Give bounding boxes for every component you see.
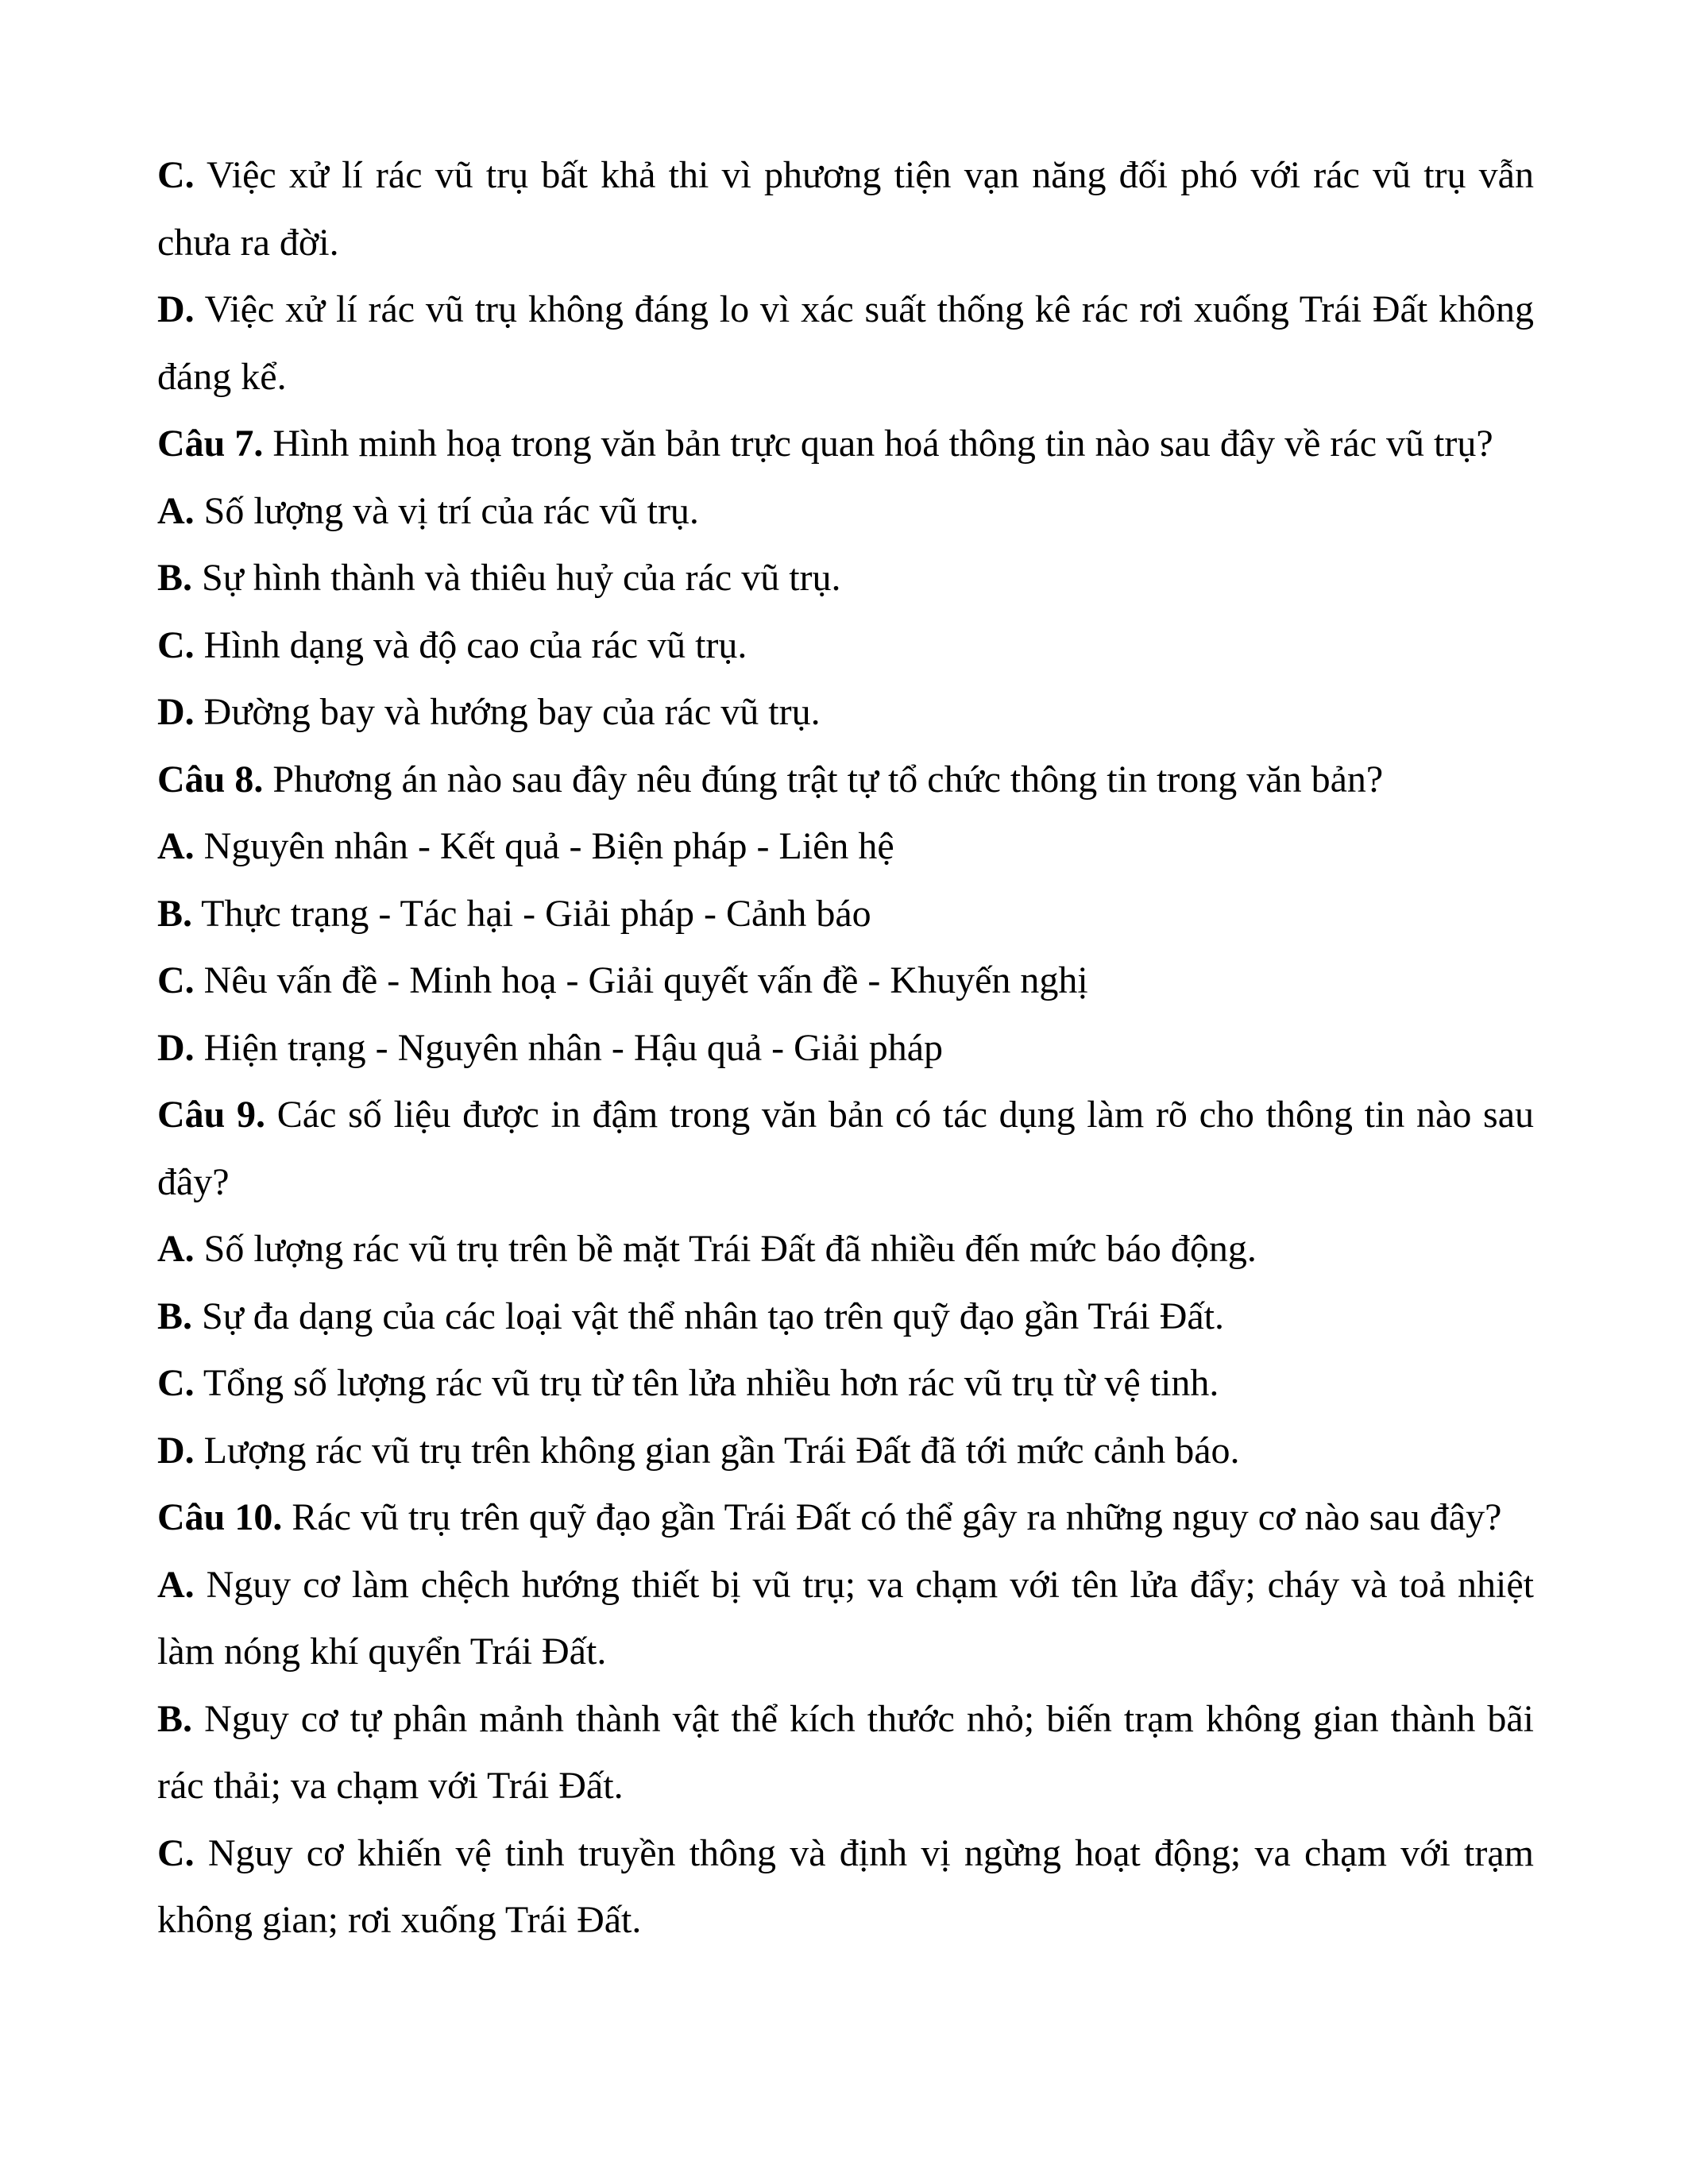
paragraph-label: D. xyxy=(157,691,195,733)
text-line xyxy=(157,1552,1534,1619)
q10-option-c xyxy=(157,1820,1534,1954)
text-line xyxy=(157,1619,1534,1686)
line-text: Hiện trạng - Nguyên nhân - Hậu quả - Giải pháp xyxy=(203,1026,944,1069)
paragraph-label: C. xyxy=(157,154,195,196)
document-text xyxy=(157,142,1534,1954)
line-text: Số lượng và vị trí của rác vũ trụ. xyxy=(203,489,699,532)
paragraph-label: A. xyxy=(157,1563,195,1606)
paragraph-label: C. xyxy=(157,1831,195,1874)
paragraph-label: B. xyxy=(157,1697,193,1740)
paragraph-label: Câu 9. xyxy=(157,1094,266,1136)
text-line xyxy=(157,1216,1534,1283)
line-text: Nguy cơ tự phân mảnh thành vật thể kích thước nhỏ; biến trạm không gian thành bãi xyxy=(204,1697,1535,1740)
line-text: Tổng số lượng rác vũ trụ từ tên lửa nhiều hơn rác vũ trụ từ vệ tinh. xyxy=(203,1362,1219,1404)
paragraph-label: B. xyxy=(157,892,193,935)
text-line xyxy=(157,276,1534,344)
q8-option-c xyxy=(157,947,1534,1015)
answer-option-d xyxy=(157,276,1534,411)
text-line xyxy=(157,1350,1534,1418)
text-line xyxy=(157,947,1534,1015)
line-text: Số lượng rác vũ trụ trên bề mặt Trái Đất đã nhiều đến mức báo động. xyxy=(203,1228,1257,1270)
paragraph-label: Câu 10. xyxy=(157,1496,283,1538)
text-line xyxy=(157,478,1534,546)
text-line xyxy=(157,1149,1534,1217)
line-text: Nguy cơ khiến vệ tinh truyền thông và định vị ngừng hoạt động; va chạm với trạm xyxy=(207,1831,1535,1874)
text-line xyxy=(157,411,1534,478)
line-text: Nêu vấn đề - Minh hoạ - Giải quyết vấn đề - Khuyến nghị xyxy=(203,959,1088,1001)
q8-option-d xyxy=(157,1015,1534,1082)
text-line xyxy=(157,1484,1534,1552)
question-8 xyxy=(157,747,1534,814)
text-line xyxy=(157,1418,1534,1485)
text-line xyxy=(157,545,1534,612)
text-line xyxy=(157,612,1534,680)
paragraph-label: Câu 8. xyxy=(157,758,264,801)
line-text: làm nóng khí quyển Trái Đất. xyxy=(157,1630,607,1673)
line-text: đáng kể. xyxy=(157,355,287,398)
line-text: Nguy cơ làm chệch hướng thiết bị vũ trụ; va chạm với tên lửa đẩy; cháy và toả nhiệt xyxy=(206,1563,1535,1606)
line-text: Việc xử lí rác vũ trụ bất khả thi vì phương tiện vạn năng đối phó với rác vũ trụ vẫn xyxy=(206,154,1534,196)
q8-option-b xyxy=(157,881,1534,948)
q9-option-b xyxy=(157,1283,1534,1351)
question-10 xyxy=(157,1484,1534,1552)
line-text: không gian; rơi xuống Trái Đất. xyxy=(157,1899,642,1941)
text-line xyxy=(157,1283,1534,1351)
q8-option-a xyxy=(157,813,1534,881)
q9-option-a xyxy=(157,1216,1534,1283)
text-line xyxy=(157,1015,1534,1082)
line-text: Phương án nào sau đây nêu đúng trật tự tổ chức thông tin trong văn bản? xyxy=(272,758,1384,801)
paragraph-label: D. xyxy=(157,1429,195,1472)
line-text: Lượng rác vũ trụ trên không gian gần Trái Đất đã tới mức cảnh báo. xyxy=(203,1429,1240,1472)
line-text: Việc xử lí rác vũ trụ không đáng lo vì xác suất thống kê rác rơi xuống Trái Đất không xyxy=(204,288,1534,330)
paragraph-label: A. xyxy=(157,489,195,532)
line-text: Sự đa dạng của các loại vật thể nhân tạo trên quỹ đạo gần Trái Đất. xyxy=(202,1295,1224,1337)
paragraph-label: C. xyxy=(157,959,195,1001)
text-line xyxy=(157,1887,1534,1954)
paragraph-label: A. xyxy=(157,825,195,867)
q9-option-d xyxy=(157,1418,1534,1485)
text-line xyxy=(157,210,1534,277)
text-line xyxy=(157,344,1534,411)
text-line xyxy=(157,747,1534,814)
q10-option-a xyxy=(157,1552,1534,1686)
text-line xyxy=(157,1686,1534,1754)
q7-option-d xyxy=(157,679,1534,747)
text-line xyxy=(157,881,1534,948)
line-text: Hình minh hoạ trong văn bản trực quan hoá thông tin nào sau đây về rác vũ trụ? xyxy=(272,423,1493,465)
paragraph-label: A. xyxy=(157,1228,195,1270)
text-line xyxy=(157,679,1534,747)
text-line xyxy=(157,142,1534,210)
text-line xyxy=(157,1082,1534,1149)
text-line xyxy=(157,1820,1534,1888)
line-text: chưa ra đời. xyxy=(157,221,339,264)
q7-option-c xyxy=(157,612,1534,680)
question-7 xyxy=(157,411,1534,478)
paragraph-label: B. xyxy=(157,557,193,599)
paragraph-label: Câu 7. xyxy=(157,423,264,465)
line-text: Đường bay và hướng bay của rác vũ trụ. xyxy=(203,691,821,733)
paragraph-label: B. xyxy=(157,1295,193,1337)
q10-option-b xyxy=(157,1686,1534,1820)
question-9 xyxy=(157,1082,1534,1216)
paragraph-label: D. xyxy=(157,288,195,330)
answer-option-c xyxy=(157,142,1534,276)
q9-option-c xyxy=(157,1350,1534,1418)
line-text: Sự hình thành và thiêu huỷ của rác vũ trụ. xyxy=(202,557,841,599)
line-text: Hình dạng và độ cao của rác vũ trụ. xyxy=(203,623,747,666)
line-text: Thực trạng - Tác hại - Giải pháp - Cảnh báo xyxy=(201,892,871,935)
line-text: Rác vũ trụ trên quỹ đạo gần Trái Đất có thể gây ra những nguy cơ nào sau đây? xyxy=(292,1496,1502,1538)
q7-option-b xyxy=(157,545,1534,612)
paragraph-label: D. xyxy=(157,1026,195,1069)
line-text: đây? xyxy=(157,1160,230,1203)
paragraph-label: C. xyxy=(157,1362,195,1404)
line-text: rác thải; va chạm với Trái Đất. xyxy=(157,1765,624,1807)
text-line xyxy=(157,1753,1534,1820)
q7-option-a xyxy=(157,478,1534,546)
text-line xyxy=(157,813,1534,881)
paragraph-label: C. xyxy=(157,623,195,666)
line-text: Nguyên nhân - Kết quả - Biện pháp - Liên hệ xyxy=(203,825,894,867)
line-text: Các số liệu được in đậm trong văn bản có tác dụng làm rõ cho thông tin nào sau xyxy=(276,1094,1535,1136)
